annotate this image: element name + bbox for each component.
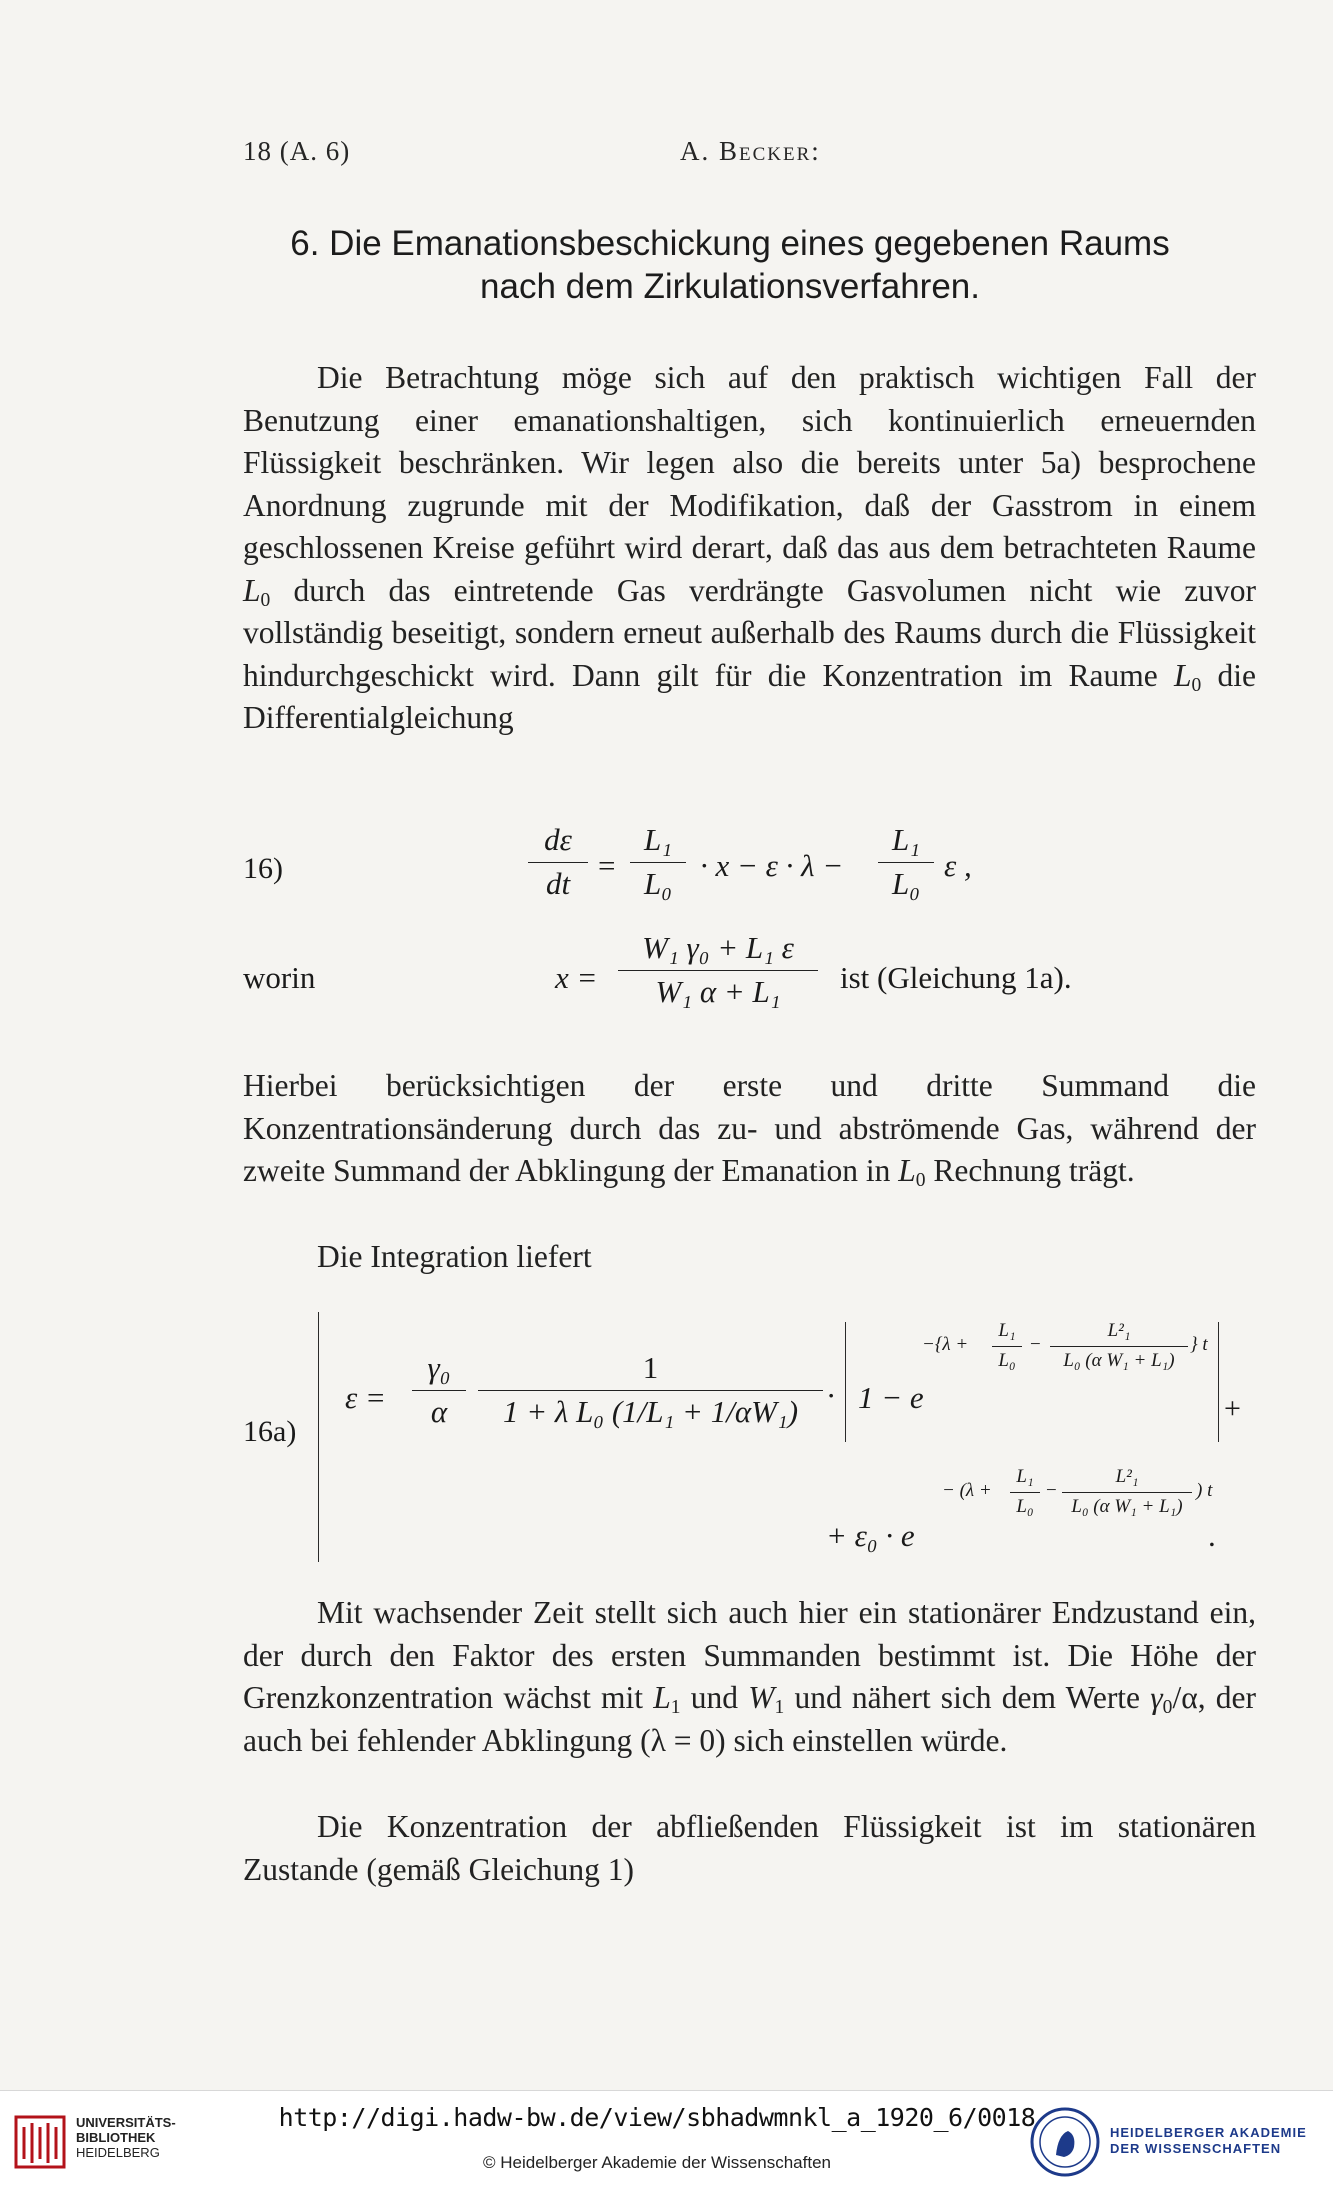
fraction-x: $\frac{\text{W₁ γ₀ + L₁ ε}}{\text{W₁ α + L₁}}$ xyxy=(618,930,818,1010)
page-reference: 18 (A. 6) xyxy=(243,136,351,166)
digital-library-footer xyxy=(0,2090,1333,2192)
equation-16-tail: ε , xyxy=(944,848,972,883)
fraction-L1-L0: $\frac{\text{L₁}}{\text{L₀}}$ xyxy=(630,822,686,902)
copyright-notice: © Heidelberger Akademie der Wissenschaften xyxy=(483,2153,831,2172)
permalink-url[interactable]: http://digi.hadw-bw.de/view/sbhadwmnkl_a_1920_6/0018 xyxy=(278,2103,1036,2132)
paragraph-hierbei: Hierbei berücksichtigen der erste und dritte Summand die Konzentrationsänderung durch das zu- und abströmende Gas, während der zweite Summand der Abklingung der Emanation in $L_0$ Rechnung trägt. xyxy=(243,1068,1256,1191)
paragraph-integration: Die Integration liefert xyxy=(317,1239,592,1274)
academy-seal-icon xyxy=(1028,2105,1102,2179)
equation-16-middle: · x − ε · λ − xyxy=(700,848,844,883)
paragraph-concentration: Die Konzentration der abfließenden Flüssigkeit ist im stationären Zustande (gemäß Gleichung 1) xyxy=(243,1809,1256,1887)
section-title-line1: 6. Die Emanationsbeschickung eines gegebenen Raums xyxy=(290,224,1170,263)
equation-number: 16) xyxy=(243,852,283,885)
epsilon-lhs: ε = xyxy=(345,1380,386,1415)
university-library-name: UNIVERSITÄTS- BIBLIOTHEK HEIDELBERG xyxy=(76,2115,176,2160)
running-author: A. Becker: xyxy=(680,136,821,166)
fraction-gamma-alpha: $\frac{\text{γ₀}}{\alpha}$ xyxy=(412,1350,466,1430)
worin-label: worin xyxy=(243,960,316,995)
x-lhs: x = xyxy=(555,960,598,995)
fraction-main: $\frac{1}{\text{1 + λ L₀ (1/L₁ + 1/αW₁)}}$ xyxy=(478,1350,823,1430)
one-minus-e: 1 − e xyxy=(858,1380,924,1415)
left-brace xyxy=(318,1312,319,1562)
inner-bracket-left xyxy=(845,1322,846,1442)
paragraph-end-state: Mit wachsender Zeit stellt sich auch hier ein stationärer Endzustand ein, der durch den Faktor des ersten Summanden bestimmt ist. Die Höhe der Grenzkonzentration wächst mit $L_1$ und $W_1$ und nähert sich dem Werte $\gamma_0/\alpha$, der auch bei fehlender Abklingung (λ = 0) sich einstellen würde. xyxy=(243,1595,1256,1758)
x-tail: ist (Gleichung 1a). xyxy=(840,960,1072,995)
university-library-logo-icon xyxy=(12,2113,68,2171)
equation-number: 16a) xyxy=(243,1415,297,1448)
epsilon0-term: + ε₀ · e xyxy=(826,1518,915,1553)
inner-bracket-right xyxy=(1218,1322,1219,1442)
paragraph-intro: Die Betrachtung möge sich auf den praktisch wichtigen Fall der Benutzung einer emanationshaltigen, sich kontinuierlich erneuernden Flüssigkeit beschränken. Wir legen also die bereits unter 5a) besprochene Anordnung zugrunde mit der Modifikation, daß der Gasstrom in einem geschlossenen Kreise geführt wird derart, daß das aus dem betrachteten Raume $L_0$ durch das eintretende Gas verdrängte Gasvolumen nicht wie zuvor vollständig beseitigt, sondern erneut außerhalb des Raums durch die Flüssigkeit hindurchgeschickt wird. Dann gilt für die Konzentration im Raume $L_0$ die Differentialgleichung xyxy=(243,360,1257,735)
scanned-page: 18 (A. 6) A. Becker: 6. Die Emanationsbeschickung eines gegebenen Raums nach dem Zirkulationsverfahren. Die Betrachtung möge sich auf den praktisch wichtigen Fall der Benutzung einer emanationshaltigen, sich kontinuierlich erneuernden Flüssigkeit beschränken. Wir legen also die bereits unter 5a) besprochene Anordnung zugrunde mit der Modifikation, daß der Gasstrom in einem geschlossenen Kreise geführt wird derart, daß das aus dem betrachteten Raume $L_0$ durch das eintretende Gas verdrängte Gasvolumen nicht wie zuvor vollständig beseitigt, sondern erneut außerhalb des Raums durch die Flüssigkeit hindurchgeschickt wird. Dann gilt für die Konzentration im Raume $L_0$ die Differentialgleichung 16) $\frac{d\varepsilon}{dt}$ = $\frac{\text{L₁}}{\text{L₀}}$ · x − ε · λ − $\frac{\text{L₁}}{\text{L₀}}$ ε , worin x = $\frac{\text{W₁ γ₀ + L₁ ε}}{\text{W₁ α + L₁}}$ ist (Gleichung 1a). Hierbei berücksichtigen der erste und dritte Summand die Konzentrationsänderung durch das zu- und abströmende Gas, während der zweite Summand der Abklingung der Emanation in $L_0$ Rechnung trägt. Die Integration liefert 16a) ε = $\frac{\text{γ₀}}{\alpha}$ $\frac{1}{\text{1 + λ L₀ (1/L₁ + 1/αW₁)}}$ · 1 − e −{λ + $\frac{\text{L₁}}{\text{L₀}}$ − $\frac{\text{L²₁}}{\text{L₀ (α W₁ + L₁)}}$ } t + − (λ + $\frac{\text{L₁}}{\text{L₀}}$ − $\frac{\text{L²₁}}{\text{L₀ (α W₁ + L₁)}}$ ) t + ε₀ · e . Mit wachsender Zeit stellt sich auch hier ein stationärer Endzustand ein, der durch den Faktor des ersten Summanden bestimmt ist. Die Höhe der Grenzkonzentration wächst mit $L_1$ und $W_1$ und nähert sich dem Werte $\gamma_0/\alpha$, der auch bei fehlender Abklingung (λ = 0) sich einstellen würde. Die Konzentration der abfließenden Flüssigkeit ist im stationären Zustande (gemäß Gleichung 1) xyxy=(0,0,1333,2090)
fraction-L1-L0-second: $\frac{\text{L₁}}{\text{L₀}}$ xyxy=(878,822,934,902)
fraction-de-dt: $\frac{d\varepsilon}{dt}$ xyxy=(528,822,588,902)
academy-name: HEIDELBERGER AKADEMIE DER WISSENSCHAFTEN xyxy=(1110,2125,1307,2156)
section-title-line2: nach dem Zirkulationsverfahren. xyxy=(480,267,980,306)
